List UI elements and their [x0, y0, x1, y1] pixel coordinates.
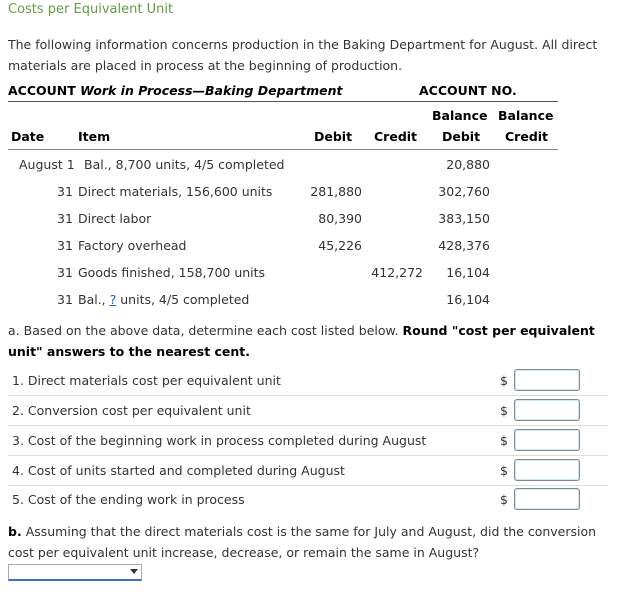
row-item: Direct materials, 156,600 units	[78, 184, 273, 199]
row-item: Goods finished, 158,700 units	[78, 265, 266, 280]
currency-symbol: $	[500, 433, 508, 448]
row-debit: 80,390	[318, 211, 362, 226]
row-item-pre: Bal.,	[78, 292, 110, 307]
col-balance-debit: Debit	[442, 129, 481, 144]
page-title: Costs per Equivalent Unit	[8, 2, 174, 17]
row-item: Factory overhead	[78, 238, 187, 253]
part-b-text: Assuming that the direct materials cost is the same for July and August, did the conversion cost per equivalent unit increase, decrease, or remain the same in August?	[8, 524, 597, 560]
col-date: Date	[11, 129, 45, 144]
unknown-units-marker: ?	[109, 292, 117, 307]
row-debit: 45,226	[318, 238, 362, 253]
col-item: Item	[78, 129, 111, 144]
currency-symbol: $	[500, 373, 508, 388]
row-balance-debit: 16,104	[446, 265, 490, 280]
account-number-label: ACCOUNT NO.	[419, 83, 517, 98]
row-date: 31	[57, 211, 73, 226]
col-credit: Credit	[374, 129, 418, 144]
question-divider	[8, 425, 608, 426]
ledger-row	[0, 238, 618, 265]
answer-input-2[interactable]	[514, 399, 580, 421]
row-item: Bal., 8,700 units, 4/5 completed	[84, 157, 285, 172]
part-a-instructions	[8, 320, 608, 362]
row-balance-debit: 302,760	[438, 184, 490, 199]
ledger-row	[0, 211, 618, 238]
row-item: Direct labor	[78, 211, 152, 226]
col-balance-1: Balance	[432, 108, 488, 123]
row-date: 31	[57, 184, 73, 199]
row-credit: 412,272	[371, 265, 423, 280]
col-balance-credit: Credit	[505, 129, 549, 144]
question-4-label: 4. Cost of units started and completed during August	[12, 463, 345, 478]
ledger-row	[0, 292, 618, 319]
part-a-rounding-note: Round "cost per equivalent unit" answers to the nearest cent.	[8, 323, 595, 359]
header-divider	[8, 149, 558, 150]
part-b-prefix: b.	[8, 524, 22, 539]
ledger-row	[0, 184, 618, 211]
row-date: 31	[57, 238, 73, 253]
part-a-text: Based on the above data, determine each cost listed below.	[23, 323, 399, 338]
question-5-label: 5. Cost of the ending work in process	[12, 492, 245, 507]
question-divider	[8, 485, 608, 486]
currency-symbol: $	[500, 463, 508, 478]
conversion-cost-change-dropdown[interactable]	[8, 564, 142, 581]
account-name	[8, 83, 343, 98]
col-balance-2: Balance	[498, 108, 554, 123]
row-date: 31	[57, 292, 73, 307]
answer-input-5[interactable]	[514, 488, 580, 510]
row-date: 31	[57, 265, 73, 280]
row-balance-debit: 428,376	[438, 238, 490, 253]
answer-input-1[interactable]	[514, 369, 580, 391]
currency-symbol: $	[500, 403, 508, 418]
row-balance-debit: 20,880	[446, 157, 490, 172]
currency-symbol: $	[500, 492, 508, 507]
ledger-row	[0, 157, 618, 184]
question-1-label: 1. Direct materials cost per equivalent unit	[12, 373, 281, 388]
col-debit: Debit	[314, 129, 353, 144]
part-a-prefix: a.	[8, 323, 20, 338]
part-b-question	[8, 521, 614, 563]
answer-input-4[interactable]	[514, 459, 580, 481]
row-balance-debit: 16,104	[446, 292, 490, 307]
row-debit: 281,880	[310, 184, 362, 199]
row-item-post: units, 4/5 completed	[116, 292, 250, 307]
row-item	[78, 292, 249, 307]
question-divider	[8, 455, 608, 456]
ledger-row	[0, 265, 618, 292]
row-date: August 1	[19, 157, 75, 172]
question-2-label: 2. Conversion cost per equivalent unit	[12, 403, 251, 418]
question-3-label: 3. Cost of the beginning work in process completed during August	[12, 433, 427, 448]
account-label: ACCOUNT	[8, 83, 76, 98]
chevron-down-icon	[130, 569, 138, 574]
account-title: Work in Process—Baking Department	[80, 83, 343, 98]
row-balance-debit: 383,150	[438, 211, 490, 226]
account-divider	[8, 101, 558, 102]
answer-input-3[interactable]	[514, 429, 580, 451]
question-divider	[8, 395, 608, 396]
intro-text: The following information concerns production in the Baking Department for August. All direct materials are placed in process at the beginning of production.	[8, 37, 598, 73]
